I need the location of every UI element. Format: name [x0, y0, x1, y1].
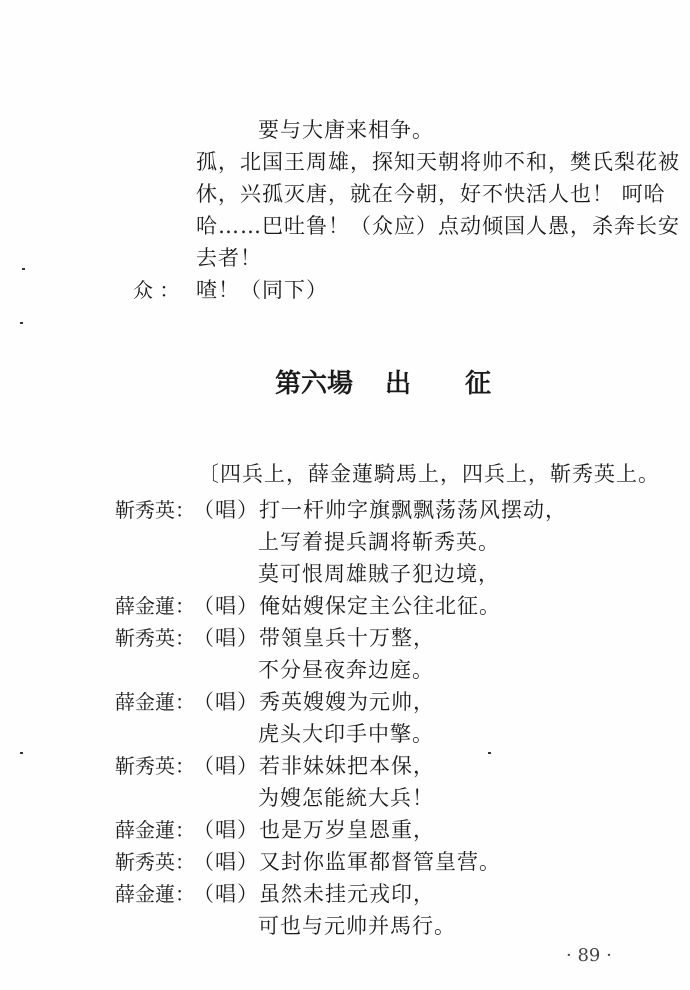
dialogue-line: （唱）又封你监軍都督管皇营。: [193, 850, 501, 874]
dialogue-line: （唱）秀英嫂嫂为元帅，: [193, 690, 435, 714]
speaker-name: 靳秀英：: [115, 626, 195, 650]
prologue-line: 休，兴孤灭唐，就在今朝，好不快活人也！ 呵哈: [196, 182, 666, 206]
chorus-speaker: 众 ：: [133, 278, 180, 302]
speaker-name: 薛金蓮：: [115, 690, 195, 714]
dialogue-line: （唱）俺姑嫂保定主公往北征。: [193, 594, 501, 618]
dialogue-line: 上写着提兵調将靳秀英。: [258, 530, 500, 554]
dialogue-line: 为嫂怎能統大兵！: [258, 786, 434, 810]
page-number: · 89 ·: [566, 945, 612, 966]
speaker-name: 薛金蓮：: [115, 818, 195, 842]
dialogue-line: （唱）虽然未挂元戎印，: [193, 882, 435, 906]
scene-number: 第六場: [275, 369, 354, 399]
scene-title-char: 征: [465, 369, 492, 399]
dialogue-line: 不分昼夜奔边庭。: [258, 658, 434, 682]
prologue-line: 孤，北国王周雄，探知天朝将帅不和，樊氏梨花被: [196, 150, 680, 174]
scan-speck: [488, 752, 491, 754]
dialogue-line: （唱）带領皇兵十万整，: [193, 626, 435, 650]
stage-direction: 〔四兵上，薛金蓮騎馬上，四兵上，靳秀英上。: [198, 462, 660, 486]
speaker-name: 薛金蓮：: [115, 594, 195, 618]
dialogue-line: 莫可恨周雄賊子犯边境，: [258, 562, 500, 586]
dialogue-line: 可也与元帅并馬行。: [258, 914, 456, 938]
dialogue-line: （唱）打一杆帅字旗飘飘荡荡风摆动，: [193, 498, 567, 522]
scan-speck: [20, 322, 23, 324]
dialogue-line: （唱）也是万岁皇恩重，: [193, 818, 435, 842]
scan-speck: [22, 268, 25, 270]
prologue-line: 哈……巴吐鲁！（众应）点动倾国人愚，杀奔长安: [196, 214, 680, 238]
dialogue-line: 虎头大印手中擎。: [258, 722, 434, 746]
speaker-name: 靳秀英：: [115, 850, 195, 874]
speaker-name: 靳秀英：: [115, 498, 195, 522]
dialogue-line: （唱）若非妹妹把本保，: [193, 754, 435, 778]
chorus-line: 喳！（同下）: [196, 278, 328, 302]
scan-speck: [20, 752, 23, 754]
speaker-name: 靳秀英：: [115, 754, 195, 778]
prologue-line: 去者！: [196, 246, 262, 270]
prologue-line: 要与大唐来相争。: [258, 118, 434, 142]
speaker-name: 薛金蓮：: [115, 882, 195, 906]
scene-title-char: 出: [385, 369, 412, 399]
